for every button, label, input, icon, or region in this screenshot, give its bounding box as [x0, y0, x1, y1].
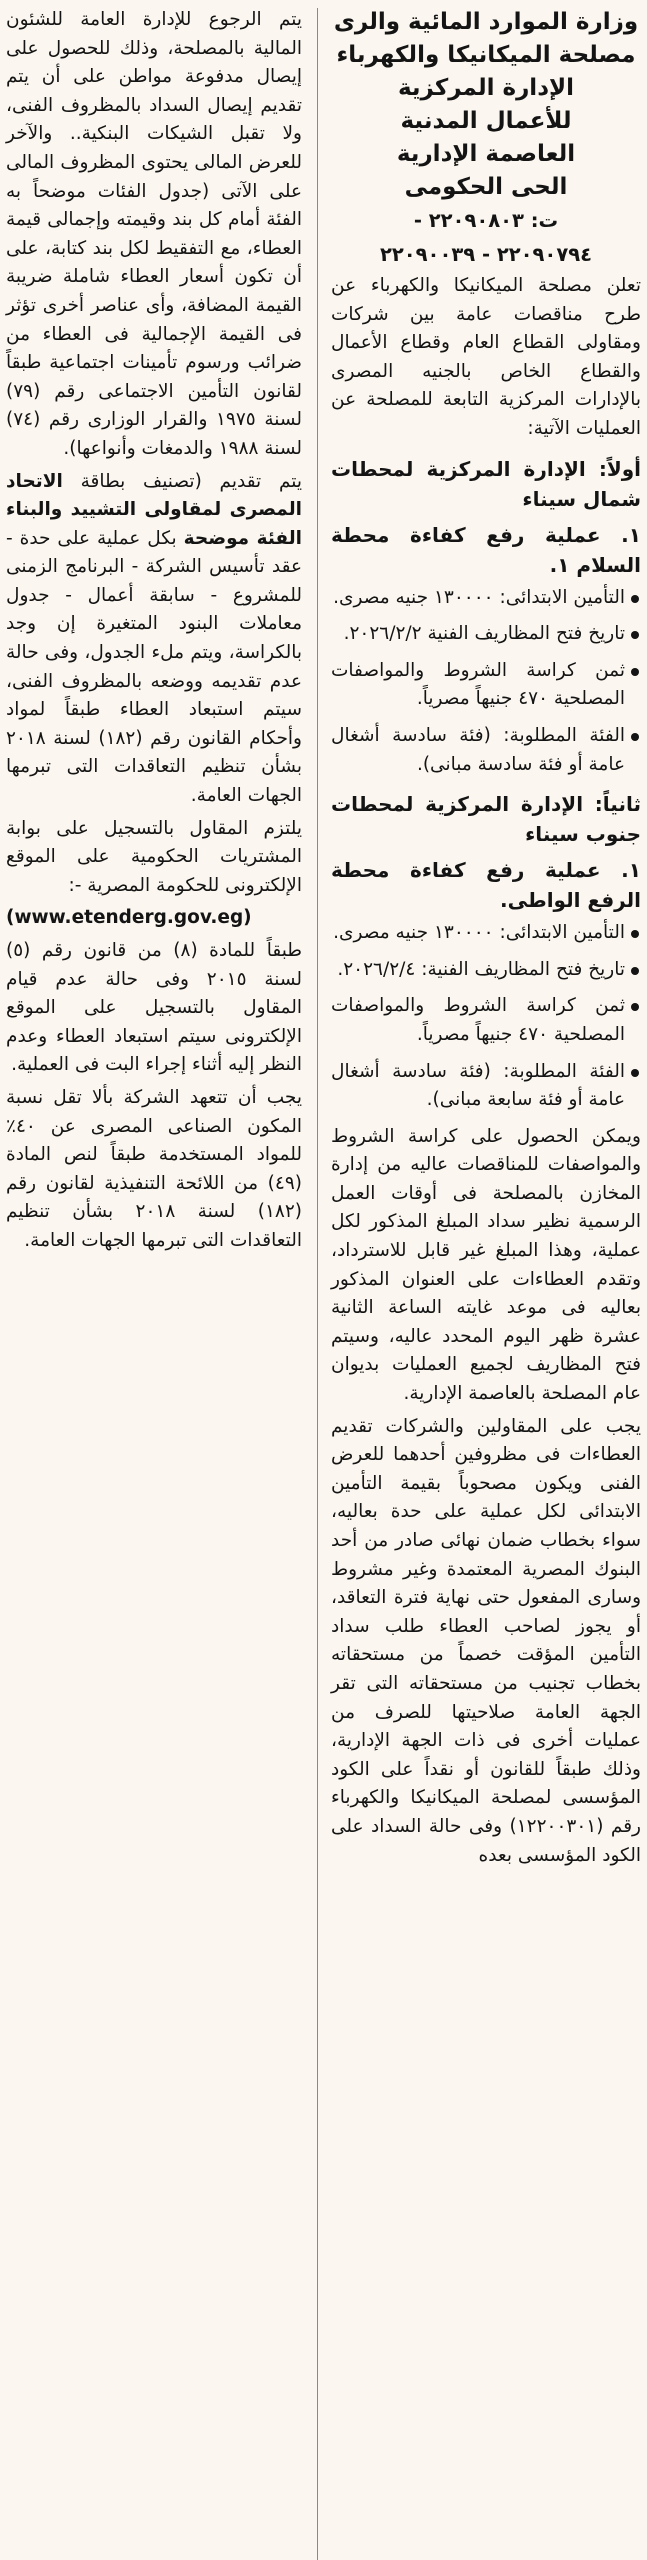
- bullet-item: ثمن كراسة الشروط والمواصفات المصلحية ٤٧٠ جنيهاً مصرياً.: [331, 657, 641, 714]
- section1-title: أولاً: الإدارة المركزية لمحطات شمال سيناء: [331, 456, 641, 511]
- ministry-header: [331, 6, 641, 272]
- column-divider: [317, 8, 318, 2560]
- section1-item: ١. عملية رفع كفاءة محطة السلام ١.: [331, 522, 641, 577]
- left-column: [6, 6, 308, 1260]
- section2-bullets: [331, 919, 641, 1115]
- bullet-item: الفئة المطلوبة: (فئة سادسة أشغال عامة أو فئة سادسة مبانى).: [331, 722, 641, 779]
- section2-item: ١. عملية رفع كفاءة محطة الرفع الواطى.: [331, 858, 641, 913]
- body-paragraph: طبقاً للمادة (٨) من قانون رقم (٥) لسنة ٢٠١٥ وفى حالة عدم قيام المقاول بالتسجيل على الموقع الإلكترونى سيتم استبعاد العطاء وعدم النظر إليه أثناء إجراء البت فى العملية.: [6, 940, 303, 1076]
- header-line: الحى الحكومى: [404, 174, 568, 200]
- body-paragraph: يجب أن تتعهد الشركة بألا تقل نسبة المكون الصناعى المصرى عن ٤٠٪ للمواد المستخدمة طبقاً لنص المادة (٤٩) من اللائحة التنفيذية لقانون رقم (١٨٢) لسنة ٢٠١٨ بشأن تنظيم التعاقدات التى تبرمها الجهات العامة.: [6, 1086, 302, 1251]
- body-paragraph: يجب على المقاولين والشركات تقديم العطاءات فى مظروفين أحدهما للعرض الفنى ويكون مصحوباً بقيمة التأمين الابتدائى لكل عملية على حدة بعاليه، سواء بخطاب ضمان نهائى صادر من أحد البنوك المصرية المعتمدة وغير مشروط وسارى المفعول حتى نهاية فترة التعاقد، أو يجوز لصاحب العطاء طلب سداد التأمين المؤقت خصماً من مستحقاته بخطاب تجنيب من مستحقاته التى تقر الجهة العامة صلاحيتها للصرف من عمليات أخرى فى ذات الجهة الإدارية، وذلك طبقاً للقانون أو نقداً على الكود المؤسسى لمصلحة الميكانيكا والكهرباء رقم (١٢٢٠٠٣٠١) وفى حالة السداد على الكود المؤسسى بعده: [331, 1415, 641, 1866]
- intro-paragraph: تعلن مصلحة الميكانيكا والكهرباء عن طرح مناقصات عامة بين شركات ومقاولى القطاع العام وقطاع الأعمال والقطاع الخاص بالجنيه المصرى بالإدارات المركزية التابعة للمصلحة عن العمليات الآتية:: [331, 275, 641, 439]
- bullet-item: ثمن كراسة الشروط والمواصفات المصلحية ٤٧٠ جنيهاً مصرياً.: [331, 992, 641, 1049]
- body-paragraph: [6, 468, 302, 811]
- body-paragraph: يلتزم المقاول بالتسجيل على بوابة المشتريات الحكومية على الموقع الإلكترونى للحكومة المصرية -:: [6, 817, 302, 896]
- section1-bullets: [331, 584, 641, 780]
- bullet-item: التأمين الابتدائى: ١٣٠٠٠٠ جنيه مصرى.: [331, 584, 641, 613]
- bullet-item: تاريخ فتح المظاريف الفنية: ٢٠٢٦/٢/٤.: [331, 956, 641, 985]
- header-line: مصلحة الميكانيكا والكهرباء: [336, 42, 636, 68]
- bullet-item: الفئة المطلوبة: (فئة سادسة أشغال عامة أو فئة سابعة مبانى).: [331, 1058, 641, 1115]
- phone-line: ٢٢٠٩٠٧٩٤ - ٢٢٠٩٠٠٣٩: [379, 243, 593, 266]
- body-paragraph: يتم الرجوع للإدارة العامة للشئون المالية بالمصلحة، وذلك للحصول على إيصال مدفوعة مواطن على أن يتم تقديم إيصال السداد بالمظروف الفنى، ولا تقبل الشيكات البنكية.. والآخر للعرض المالى يحتوى المظروف المالى على الآتى (جدول الفئات موضحاً به الفئة أمام كل بند وقيمته وإجمالى قيمة العطاء، مع التفقيط لكل بند كتابة، على أن تكون أسعار العطاء شاملة ضريبة القيمة المضافة، وأى عناصر أخرى تؤثر فى القيمة الإجمالية فى العطاء من ضرائب ورسوم تأمينات اجتماعية طبقاً لقانون التأمين الاجتماعى رقم (٧٩) لسنة ١٩٧٥ والقرار الوزارى رقم (٧٤) لسنة ١٩٨٨ والدمغات وأنواعها).: [6, 9, 302, 459]
- bullet-item: التأمين الابتدائى: ١٣٠٠٠٠ جنيه مصرى.: [331, 919, 641, 948]
- header-line: العاصمة الإدارية: [396, 141, 576, 167]
- header-line: للأعمال المدنية: [400, 108, 572, 134]
- paragraph-lead: يتم تقديم (تصنيف بطاقة: [80, 470, 302, 492]
- etender-url: (www.etenderg.gov.eg): [6, 907, 252, 929]
- body-paragraph: ويمكن الحصول على كراسة الشروط والمواصفات للمناقصات عاليه من إدارة المخازن بالمصلحة فى أوقات العمل الرسمية نظير سداد المبلغ المذكور لكل عملية، وهذا المبلغ غير قابل للاسترداد، وتقدم العطاءات على العنوان المذكور بعاليه فى موعد غايته الساعة الثانية عشرة ظهر اليوم المحدد عاليه، وسيتم فتح المظاريف لجميع العمليات بديوان عام المصلحة بالعاصمة الإدارية.: [331, 1125, 641, 1405]
- section2-title: ثانياً: الإدارة المركزية لمحطات جنوب سيناء: [331, 792, 641, 847]
- phone-line: ت: ٢٢٠٩٠٨٠٣ -: [413, 209, 559, 232]
- header-line: الإدارة المركزية: [397, 75, 575, 101]
- paragraph-bold-phrase: الاتحاد المصرى لمقاولى التشييد والبناء الفئة موضحة: [6, 470, 303, 549]
- right-column: [323, 6, 641, 1874]
- paragraph-rest: بكل عملية على حدة - عقد تأسيس الشركة - البرنامج الزمنى للمشروع - سابقة أعمال - جدول معاملات البنود المتغيرة إن وجد بالكراسة، ويتم ملء الجدول، وفى حالة عدم تقديمه ووضعه بالمظروف الفنى، سيتم استبعاد العطاء طبقاً لمواد وأحكام القانون رقم (١٨٢) لسنة ٢٠١٨ بشأن تنظيم التعاقدات التى تبرمها الجهات العامة.: [6, 527, 302, 807]
- header-line: وزارة الموارد المائية والرى: [333, 9, 639, 35]
- bullet-item: تاريخ فتح المظاريف الفنية ٢٠٢٦/٢/٢.: [331, 620, 641, 649]
